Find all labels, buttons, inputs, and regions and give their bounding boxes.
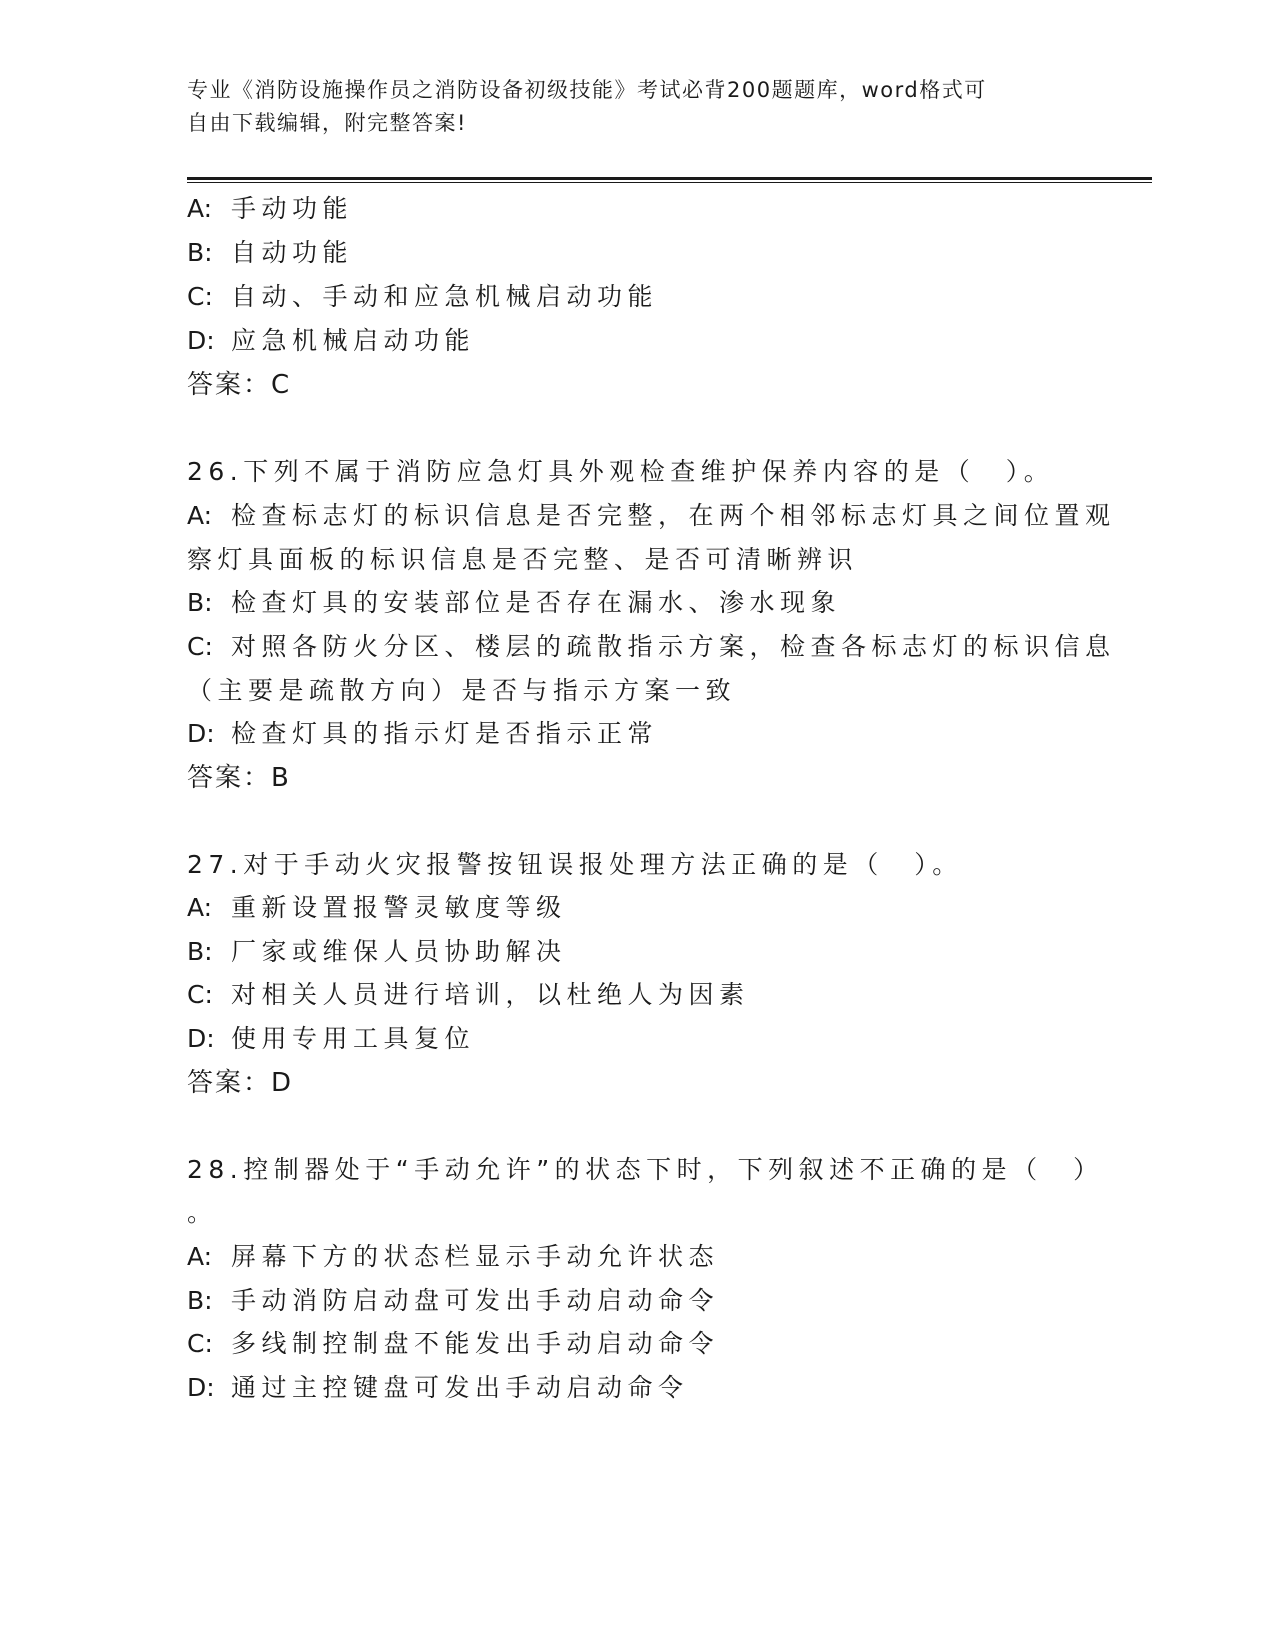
q28-option-b <box>187 1284 719 1318</box>
q25-option-b <box>187 236 353 270</box>
option-text: 厂家或维保人员协助解决 <box>231 937 567 966</box>
q28-option-a <box>187 1240 719 1274</box>
q28-option-c <box>187 1327 719 1361</box>
answer-value: C <box>271 370 290 400</box>
option-text: 自动、手动和应急机械启动功能 <box>231 282 659 311</box>
answer-label: 答案： <box>187 1068 272 1098</box>
option-text: 应急机械启动功能 <box>231 326 476 355</box>
option-label: A: <box>187 501 213 530</box>
document-header <box>187 74 1067 140</box>
q26-option-c-continued: （主要是疏散方向）是否与指示方案一致 <box>187 676 737 705</box>
option-label: D: <box>187 326 215 355</box>
option-text: 检查灯具的安装部位是否存在漏水、渗水现象 <box>231 588 842 617</box>
q27-answer <box>187 1066 291 1100</box>
option-text: 通过主控键盘可发出手动启动命令 <box>231 1373 689 1402</box>
q27-option-a <box>187 891 567 925</box>
option-label: D: <box>187 1024 215 1053</box>
option-label: C: <box>187 980 213 1009</box>
option-text: 手动消防启动盘可发出手动启动命令 <box>231 1286 720 1315</box>
option-label: C: <box>187 632 213 661</box>
option-label: A: <box>187 893 213 922</box>
option-text: 多线制控制盘不能发出手动启动命令 <box>231 1329 720 1358</box>
option-text: 对照各防火分区、楼层的疏散指示方案，检查各标志灯的标识信息 <box>231 632 1116 661</box>
option-text: 自动功能 <box>231 238 354 267</box>
option-label: A: <box>187 194 213 223</box>
option-label: B: <box>187 1286 213 1315</box>
option-text: 屏幕下方的状态栏显示手动允许状态 <box>231 1242 720 1271</box>
q26-option-a-continued: 察灯具面板的标识信息是否完整、是否可清晰辨识 <box>187 545 859 574</box>
option-label: B: <box>187 588 213 617</box>
answer-value: D <box>271 1068 292 1098</box>
q26-option-b <box>187 586 841 620</box>
q26-option-c <box>187 630 1116 664</box>
option-text: 手动功能 <box>231 194 354 223</box>
option-text: 使用专用工具复位 <box>231 1024 476 1053</box>
q26-stem: 26.下列不属于消防应急灯具外观检查维护保养内容的是（ ）。 <box>187 457 1055 486</box>
option-label: A: <box>187 1242 213 1271</box>
option-label: D: <box>187 1373 215 1402</box>
header-line-1: 专业《消防设施操作员之消防设备初级技能》考试必背200题题库，word格式可 <box>187 78 987 102</box>
option-text: 检查标志灯的标识信息是否完整，在两个相邻标志灯具之间位置观 <box>231 501 1116 530</box>
q26-option-d <box>187 717 658 751</box>
q26-option-a <box>187 499 1116 533</box>
q25-option-a <box>187 192 353 226</box>
q28-stem: 28.控制器处于“手动允许”的状态下时，下列叙述不正确的是（ ） <box>187 1155 1104 1184</box>
option-label: D: <box>187 719 215 748</box>
answer-value: B <box>271 763 289 793</box>
q28-stem-continued: 。 <box>187 1198 218 1227</box>
answer-label: 答案： <box>187 370 272 400</box>
option-label: B: <box>187 238 213 267</box>
answer-label: 答案： <box>187 763 272 793</box>
header-divider-thick <box>187 177 1152 180</box>
q27-option-c <box>187 978 750 1012</box>
q25-answer <box>187 368 289 402</box>
q28-option-d <box>187 1371 689 1405</box>
option-label: B: <box>187 937 213 966</box>
option-label: C: <box>187 1329 213 1358</box>
option-text: 重新设置报警灵敏度等级 <box>231 893 567 922</box>
q25-option-c <box>187 280 658 314</box>
q27-option-d <box>187 1022 475 1056</box>
header-divider-thin <box>187 182 1152 183</box>
header-line-2: 自由下载编辑，附完整答案! <box>187 111 467 135</box>
q27-option-b <box>187 935 567 969</box>
option-text: 检查灯具的指示灯是否指示正常 <box>231 719 659 748</box>
q26-answer <box>187 761 289 795</box>
q25-option-d <box>187 324 475 358</box>
option-label: C: <box>187 282 213 311</box>
option-text: 对相关人员进行培训，以杜绝人为因素 <box>231 980 750 1009</box>
q27-stem: 27.对于手动火灾报警按钮误报处理方法正确的是（ ）。 <box>187 850 963 879</box>
